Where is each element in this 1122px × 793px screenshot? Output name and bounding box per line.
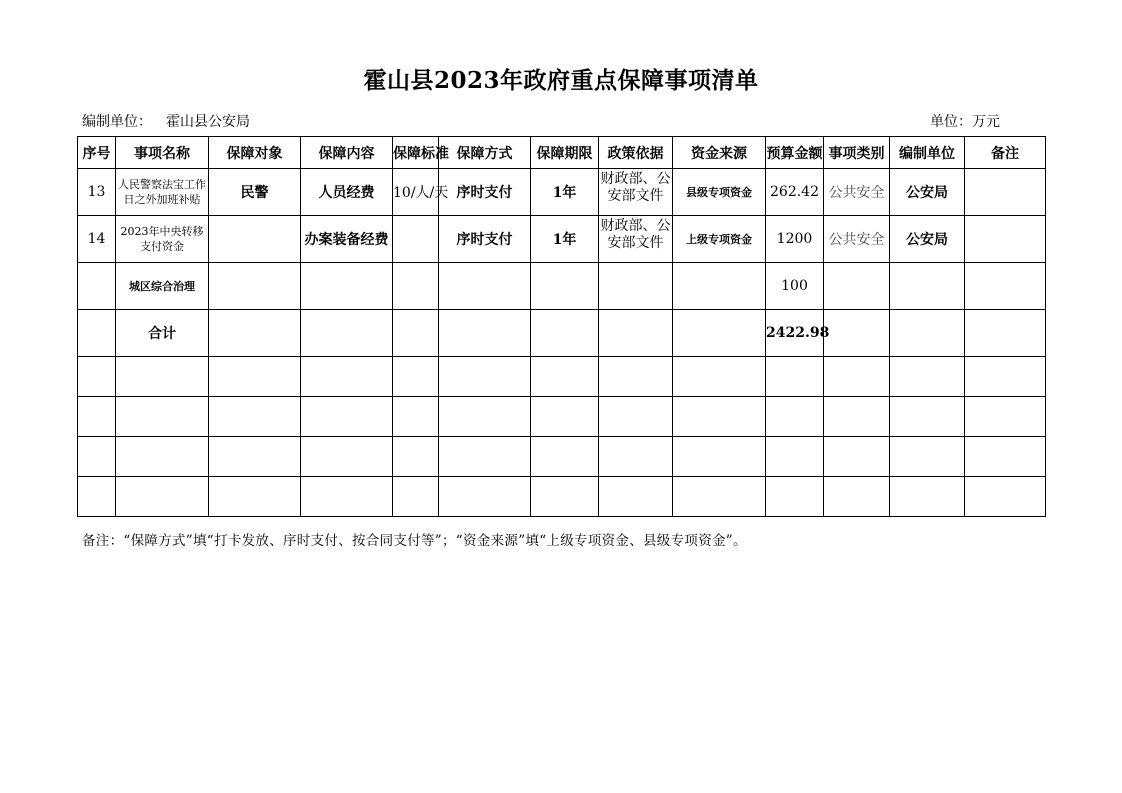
empty-cell xyxy=(78,477,116,517)
empty-cell xyxy=(393,397,439,437)
cell-content xyxy=(301,310,393,357)
cell-source: 上级专项资金 xyxy=(673,216,766,263)
table-row xyxy=(78,216,1046,263)
col-header-policy: 政策依据 xyxy=(599,137,673,169)
empty-cell xyxy=(209,397,301,437)
cell-method xyxy=(439,310,531,357)
cell-source xyxy=(673,310,766,357)
col-header-target: 保障对象 xyxy=(209,137,301,169)
empty-cell xyxy=(673,477,766,517)
cell-content: 办案装备经费 xyxy=(301,216,393,263)
table-row xyxy=(78,263,1046,310)
table-row xyxy=(78,169,1046,216)
cell-category xyxy=(824,310,890,357)
col-header-source: 资金来源 xyxy=(673,137,766,169)
cell-method: 序时支付 xyxy=(439,169,531,216)
cell-remark xyxy=(965,216,1046,263)
empty-cell xyxy=(301,357,393,397)
empty-cell xyxy=(116,397,209,437)
header-row xyxy=(78,137,1046,169)
empty-cell xyxy=(78,397,116,437)
empty-cell xyxy=(209,437,301,477)
cell-no: 14 xyxy=(78,216,116,263)
empty-cell xyxy=(965,437,1046,477)
empty-cell xyxy=(116,477,209,517)
col-header-no: 序号 xyxy=(78,137,116,169)
cell-policy-text: 财政部、公安部文件 xyxy=(600,170,671,204)
empty-cell xyxy=(531,397,599,437)
cell-amount: 100 xyxy=(766,263,824,310)
empty-cell xyxy=(965,477,1046,517)
cell-target xyxy=(209,310,301,357)
cell-unit xyxy=(890,310,965,357)
empty-cell xyxy=(673,437,766,477)
cell-remark xyxy=(965,263,1046,310)
col-header-remark: 备注 xyxy=(965,137,1046,169)
col-header-content: 保障内容 xyxy=(301,137,393,169)
col-header-method: 保障方式 xyxy=(439,137,531,169)
cell-source: 县级专项资金 xyxy=(673,169,766,216)
empty-cell xyxy=(393,477,439,517)
empty-cell xyxy=(824,357,890,397)
empty-cell xyxy=(393,357,439,397)
cell-period: 1年 xyxy=(531,216,599,263)
empty-cell xyxy=(209,357,301,397)
empty-cell xyxy=(890,477,965,517)
cell-category xyxy=(824,263,890,310)
cell-unit: 公安局 xyxy=(890,169,965,216)
cell-standard xyxy=(393,216,439,263)
empty-cell xyxy=(393,437,439,477)
empty-cell xyxy=(439,477,531,517)
cell-target xyxy=(209,216,301,263)
empty-cell xyxy=(116,357,209,397)
empty-cell xyxy=(209,477,301,517)
compiling-unit-label: 编制单位： xyxy=(82,114,152,130)
cell-policy xyxy=(599,310,673,357)
cell-remark xyxy=(965,310,1046,357)
empty-cell xyxy=(599,357,673,397)
empty-cell xyxy=(766,437,824,477)
table-row-empty xyxy=(78,397,1046,437)
table-row-empty xyxy=(78,437,1046,477)
cell-unit xyxy=(890,263,965,310)
cell-content: 人员经费 xyxy=(301,169,393,216)
empty-cell xyxy=(890,437,965,477)
empty-cell xyxy=(766,477,824,517)
col-header-name: 事项名称 xyxy=(116,137,209,169)
table-row-total xyxy=(78,310,1046,357)
cell-remark xyxy=(965,169,1046,216)
footnote: 备注：“保障方式”填“打卡发放、序时支付、按合同支付等”；“资金来源”填“上级专项资金、县级专项资金”。 xyxy=(82,533,747,549)
col-header-standard: 保障标准 xyxy=(393,137,439,169)
compiling-unit xyxy=(82,111,250,131)
cell-target xyxy=(209,263,301,310)
cell-policy xyxy=(599,169,673,216)
empty-cell xyxy=(301,397,393,437)
empty-cell xyxy=(301,437,393,477)
cell-name: 2023年中央转移支付资金 xyxy=(116,216,209,263)
empty-cell xyxy=(78,437,116,477)
cell-standard: 10/人/天 xyxy=(393,169,439,216)
cell-name: 合计 xyxy=(116,310,209,357)
empty-cell xyxy=(439,397,531,437)
empty-cell xyxy=(766,357,824,397)
cell-unit: 公安局 xyxy=(890,216,965,263)
empty-cell xyxy=(673,397,766,437)
cell-standard xyxy=(393,310,439,357)
empty-cell xyxy=(890,397,965,437)
cell-no xyxy=(78,263,116,310)
empty-cell xyxy=(824,437,890,477)
cell-policy xyxy=(599,263,673,310)
empty-cell xyxy=(965,357,1046,397)
col-header-unit: 编制单位 xyxy=(890,137,965,169)
cell-amount: 2422.98 xyxy=(766,310,824,357)
empty-cell xyxy=(78,357,116,397)
cell-policy-text: 财政部、公安部文件 xyxy=(600,217,671,251)
empty-cell xyxy=(599,397,673,437)
empty-cell xyxy=(824,477,890,517)
empty-cell xyxy=(824,397,890,437)
cell-amount: 1200 xyxy=(766,216,824,263)
cell-category: 公共安全 xyxy=(824,169,890,216)
col-header-amount: 预算金额 xyxy=(766,137,824,169)
page-title: 霍山县2023年政府重点保障事项清单 xyxy=(363,67,759,94)
cell-content xyxy=(301,263,393,310)
currency-unit: 单位：万元 xyxy=(930,114,1000,130)
col-header-period: 保障期限 xyxy=(531,137,599,169)
cell-standard xyxy=(393,263,439,310)
cell-method xyxy=(439,263,531,310)
cell-policy xyxy=(599,216,673,263)
cell-name: 人民警察法宝工作日之外加班补贴 xyxy=(116,169,209,216)
items-table xyxy=(77,136,1046,517)
cell-no: 13 xyxy=(78,169,116,216)
cell-period: 1年 xyxy=(531,169,599,216)
cell-no xyxy=(78,310,116,357)
empty-cell xyxy=(673,357,766,397)
compiling-unit-value: 霍山县公安局 xyxy=(166,114,250,130)
empty-cell xyxy=(116,437,209,477)
empty-cell xyxy=(766,397,824,437)
cell-period xyxy=(531,263,599,310)
empty-cell xyxy=(965,397,1046,437)
cell-period xyxy=(531,310,599,357)
table-row-empty xyxy=(78,357,1046,397)
empty-cell xyxy=(531,437,599,477)
empty-cell xyxy=(531,477,599,517)
empty-cell xyxy=(599,477,673,517)
cell-method: 序时支付 xyxy=(439,216,531,263)
cell-target: 民警 xyxy=(209,169,301,216)
empty-cell xyxy=(439,357,531,397)
col-header-category: 事项类别 xyxy=(824,137,890,169)
empty-cell xyxy=(301,477,393,517)
cell-amount: 262.42 xyxy=(766,169,824,216)
empty-cell xyxy=(599,437,673,477)
table-row-empty xyxy=(78,477,1046,517)
cell-category: 公共安全 xyxy=(824,216,890,263)
empty-cell xyxy=(531,357,599,397)
cell-source xyxy=(673,263,766,310)
cell-name: 城区综合治理 xyxy=(116,263,209,310)
empty-cell xyxy=(439,437,531,477)
empty-cell xyxy=(890,357,965,397)
